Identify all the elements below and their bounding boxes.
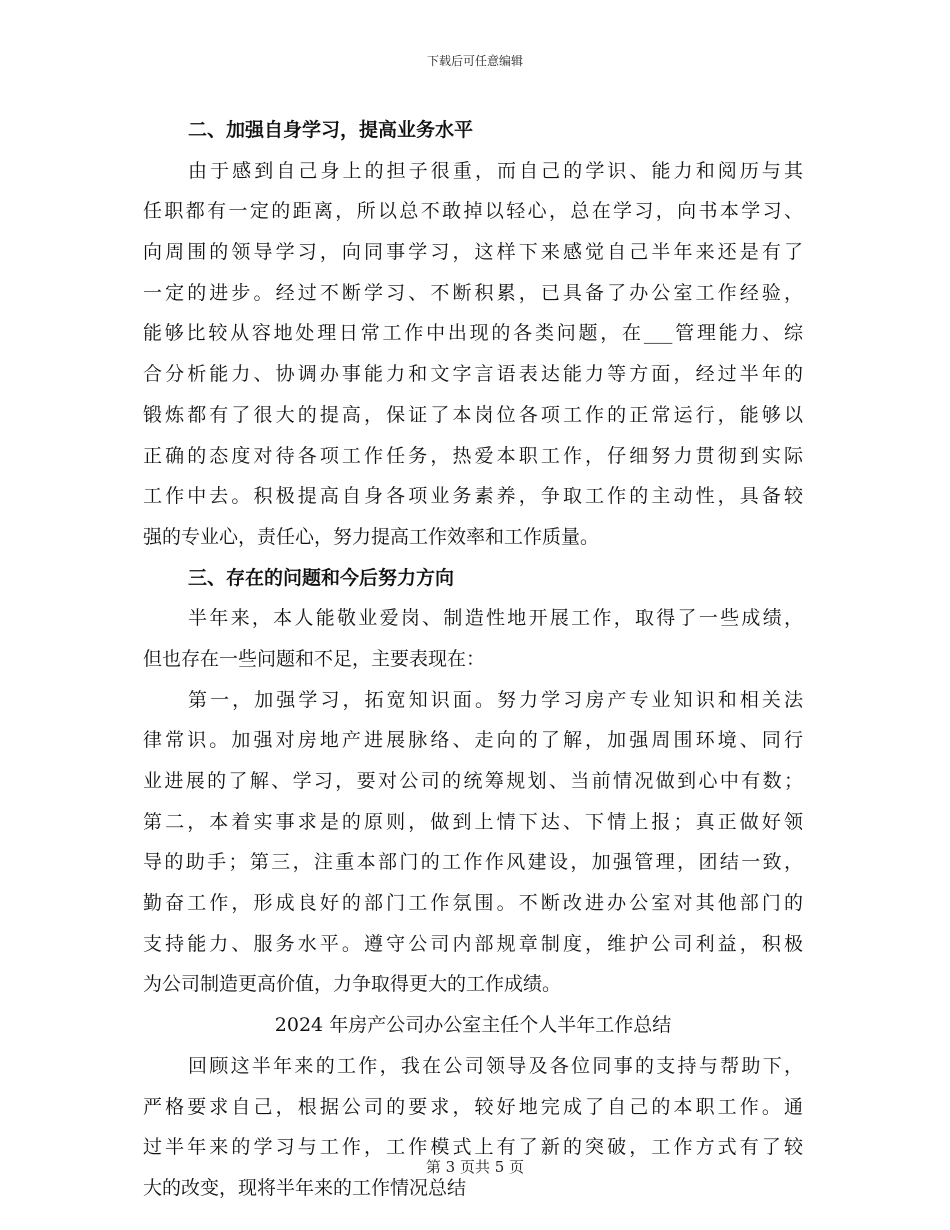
paragraph-line: 能够比较从容地处理日常工作中出现的各类问题，在___管理能力、综 bbox=[143, 322, 803, 345]
paragraph-line: 业进展的了解、学习，要对公司的统筹规划、当前情况做到心中有数； bbox=[143, 770, 803, 792]
document-body bbox=[143, 110, 803, 1209]
document-title: 2024 年房产公司办公室主任个人半年工作总结 bbox=[274, 1014, 672, 1037]
page-number: 第 3 页共 5 页 bbox=[425, 1158, 525, 1176]
paragraph-line: 锻炼都有了很大的提高，保证了本岗位各项工作的正常运行，能够以 bbox=[143, 403, 803, 426]
paragraph-line: 严格要求自己，根据公司的要求，较好地完成了自己的本职工作。通 bbox=[143, 1095, 803, 1118]
paragraph-line: 律常识。加强对房地产进展脉络、走向的了解，加强周围环境、同行 bbox=[143, 729, 803, 752]
paragraph-last-line: 大的改变，现将半年来的工作情况总结 bbox=[143, 1176, 467, 1199]
paragraph-line: 任职都有一定的距离，所以总不敢掉以轻心，总在学习，向书本学习、 bbox=[143, 200, 803, 223]
paragraph-line: 过半年来的学习与工作，工作模式上有了新的突破，工作方式有了较 bbox=[143, 1136, 803, 1159]
section-heading: 三、存在的问题和今后努力方向 bbox=[188, 566, 455, 589]
paragraph-last-line: 强的专业心，责任心，努力提高工作效率和工作质量。 bbox=[143, 525, 600, 548]
paragraph-line: 向周围的领导学习，向同事学习，这样下来感觉自己半年来还是有了 bbox=[143, 241, 803, 264]
paragraph-first-line: 由于感到自己身上的担子很重，而自己的学识、能力和阅历与其 bbox=[188, 159, 803, 182]
paragraph-line: 正确的态度对待各项工作任务，热爱本职工作，仔细努力贯彻到实际 bbox=[143, 444, 803, 467]
paragraph-line: 支持能力、服务水平。遵守公司内部规章制度，维护公司利益，积极 bbox=[143, 932, 803, 955]
paragraph-line: 合分析能力、协调办事能力和文字言语表达能力等方面，经过半年的 bbox=[143, 363, 803, 386]
paragraph-line: 工作中去。积极提高自身各项业务素养，争取工作的主动性，具备较 bbox=[143, 485, 803, 508]
paragraph-first-line: 第一，加强学习，拓宽知识面。努力学习房产专业知识和相关法 bbox=[188, 688, 803, 711]
paragraph-first-line: 半年来，本人能敬业爱岗、制造性地开展工作，取得了一些成绩， bbox=[188, 607, 803, 630]
paragraph-last-line: 为公司制造更高价值，力争取得更大的工作成绩。 bbox=[143, 973, 562, 996]
paragraph-line: 一定的进步。经过不断学习、不断积累，已具备了办公室工作经验， bbox=[143, 281, 803, 304]
paragraph-line: 勤奋工作，形成良好的部门工作氛围。不断改进办公室对其他部门的 bbox=[143, 892, 803, 915]
paragraph-last-line: 但也存在一些问题和不足，主要表现在： bbox=[143, 647, 486, 670]
page-header: 下载后可任意编辑 bbox=[426, 54, 523, 68]
paragraph-first-line: 回顾这半年来的工作，我在公司领导及各位同事的支持与帮助下， bbox=[188, 1054, 803, 1077]
section-heading: 二、加强自身学习，提高业务水平 bbox=[188, 119, 474, 141]
paragraph-line: 导的助手；第三，注重本部门的工作作风建设，加强管理，团结一致， bbox=[143, 851, 803, 874]
paragraph-line: 第二，本着实事求是的原则，做到上情下达、下情上报；真正做好领 bbox=[143, 810, 803, 833]
